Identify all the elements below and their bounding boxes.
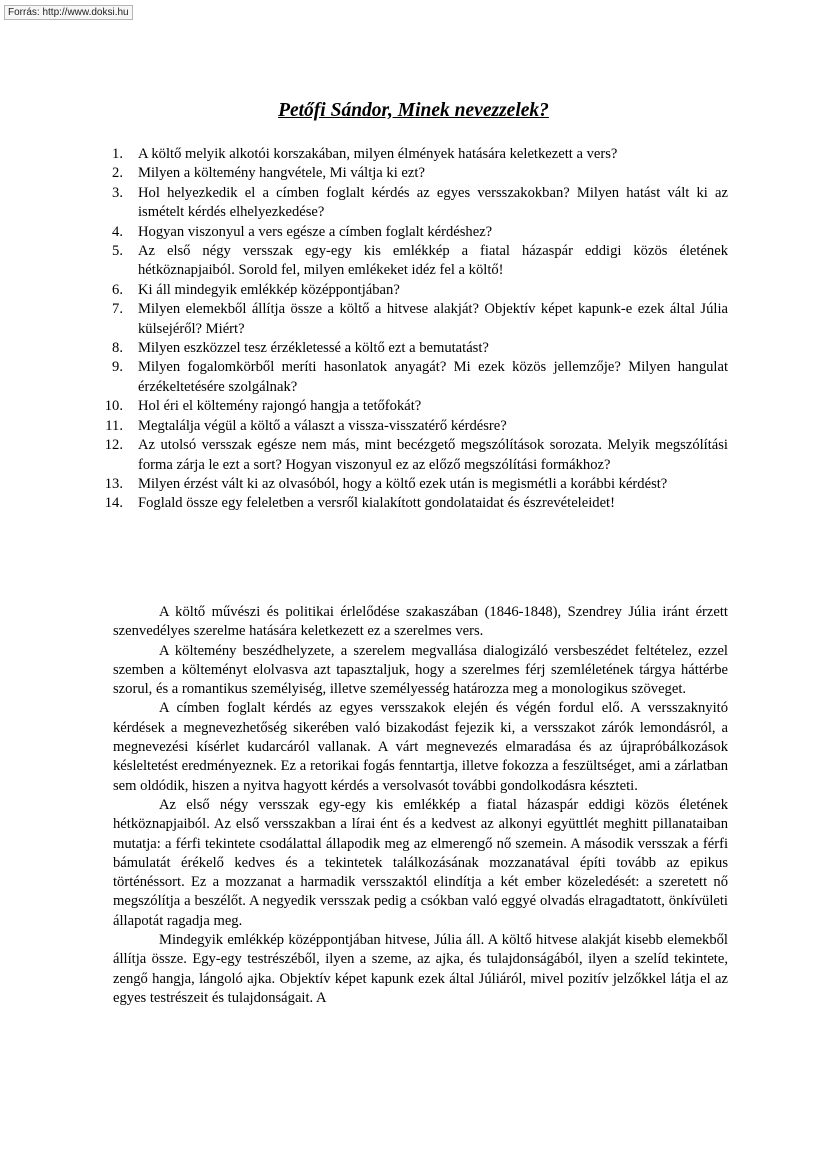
item-number: 8.	[112, 340, 123, 357]
item-number: 4.	[112, 223, 123, 240]
list-item	[100, 339, 728, 358]
list-item	[100, 223, 728, 242]
list-item	[100, 281, 728, 300]
item-number: 3.	[112, 184, 123, 201]
question-list	[100, 145, 728, 514]
item-number: 10.	[104, 398, 123, 415]
item-number: 2.	[112, 165, 123, 182]
list-item	[100, 145, 728, 164]
item-number: 7.	[112, 301, 123, 318]
item-text: Milyen a költemény hangvétele, Mi váltja ki ezt?	[138, 165, 425, 182]
list-item	[100, 242, 728, 281]
essay-body	[113, 603, 728, 1008]
item-number: 1.	[112, 146, 123, 162]
item-text: Milyen elemekből állítja össze a költő a hitvese alakját? Objektív képet kapunk-e ezek által Júlia külsejéről? Miért?	[138, 301, 728, 337]
item-text: Az utolsó versszak egésze nem más, mint becézgető megszólítások sorozata. Melyik megszólítási forma zárja le ezt a sort? Hogyan viszonyul ez az előző megszólítási formákhoz?	[138, 437, 728, 473]
list-item	[100, 300, 728, 339]
paragraph: Az első négy versszak egy-egy kis emlékkép a fiatal házaspár eddigi közös életének hétköznapjaiból. Az első versszakban a lírai ént és a kedvest az alkonyi együttlét meghitt pillanataiban mutatja: a férfi tekintete csodálattal állapodik meg az elmerengő nő szemein. A második versszak a férfi bámulatát érékelő kedves és a tekintetek találkozásának mozzanatával építi tovább az epikus történéssort. Ez a mozzanat a harmadik versszaktól elindítja a két ember közeledését: a szeretett nő megszólítja a beszélőt. A negyedik versszak pedig a csókban való eggyé olvadás elragadtatott, önkívületi állapotát ragadja meg.	[113, 796, 728, 929]
list-item	[100, 397, 728, 416]
list-item	[100, 358, 728, 397]
item-text: Az első négy versszak egy-egy kis emlékkép a fiatal házaspár eddigi közös életének hétköznapjaiból. Sorold fel, milyen emlékeket idéz fel a költő!	[138, 243, 728, 279]
item-text: A költő melyik alkotói korszakában, milyen élmények hatására keletkezett a vers?	[138, 146, 618, 162]
paragraph: A költő művészi és politikai érlelődése szakaszában (1846-1848), Szendrey Júlia iránt érzett szenvedélyes szerelme hatására keletkezett ez a szerelmes vers.	[113, 604, 728, 640]
item-text: Hol éri el költemény rajongó hangja a tetőfokát?	[138, 398, 422, 415]
item-text: Hogyan viszonyul a vers egésze a címben foglalt kérdéshez?	[138, 223, 493, 240]
list-item	[100, 184, 728, 223]
list-item	[100, 475, 728, 494]
item-number: 5.	[112, 243, 123, 260]
list-item	[100, 436, 728, 475]
paragraph: A címben foglalt kérdés az egyes versszakok elején és végén fordul elő. A versszaknyitó kérdések a megnevezhetőség sikerében való bizakodást fejezik ki, a versszakot zárók lemondásról, a megnevezési kísérlet kudarcáról vallanak. A várt megnevezés elmaradása és az újrapróbálkozások késleltetést eredményeznek. Ez a retorikai fogás fenntartja, illetve fokozza a feszültséget, ami a zárlatban sem oldódik, hiszen a nyitva hagyott kérdés a versolvasót további gondolkodásra készteti.	[113, 700, 728, 794]
item-number: 13.	[104, 475, 123, 492]
item-number: 14.	[104, 495, 123, 512]
item-text: Megtalálja végül a költő a választ a vissza-visszatérő kérdésre?	[138, 417, 507, 434]
paragraph: Mindegyik emlékkép középpontjában hitvese, Júlia áll. A költő hitvese alakját kisebb elemekből állítja össze. Egy-egy testrészéből, ilyen a szeme, az ajka, és tulajdonságából, ilyen a szelíd tekintete, zengő hangja, lángoló ajka. Objektív képet kapunk ezek által Júliáról, mivel pozitív jelzőkkel látja el az egyes testrészeit és tulajdonságait. A	[113, 932, 728, 1006]
item-text: Foglald össze egy feleletben a versről kialakított gondolataidat és észrevételeidet!	[138, 495, 615, 512]
item-text: Hol helyezkedik el a címben foglalt kérdés az egyes versszakokban? Milyen hatást vált ki az ismételt kérdés elhelyezkedése?	[138, 184, 728, 221]
item-text: Milyen eszközzel tesz érzékletessé a költő ezt a bemutatást?	[138, 340, 489, 357]
item-number: 6.	[112, 281, 123, 298]
item-number: 12.	[104, 437, 123, 454]
item-text: Ki áll mindegyik emlékkép középpontjában?	[138, 281, 400, 298]
list-item	[100, 164, 728, 183]
list-item	[100, 417, 728, 436]
source-label: Forrás: http://www.doksi.hu	[4, 5, 133, 20]
item-number: 9.	[112, 359, 123, 376]
page-title: Petőfi Sándor, Minek nevezzelek?	[278, 100, 549, 121]
item-number: 11.	[105, 417, 123, 434]
paragraph: A költemény beszédhelyzete, a szerelem megvallása dialogizáló versbeszédet feltételez, ezzel szemben a költeményt elolvasva azt tapasztaljuk, hogy a szerelmes férj szemléletének tárgya háttérbe szorul, és a romantikus személyiség, illetve személyesség határozza meg a monologikus szöveget.	[113, 642, 728, 698]
item-text: Milyen érzést vált ki az olvasóból, hogy a költő ezek után is megismétli a korábbi kérdést?	[138, 475, 668, 492]
list-item	[100, 494, 728, 513]
item-text: Milyen fogalomkörből meríti hasonlatok anyagát? Mi ezek közös jellemzője? Milyen hangulat érzékeltetésére szolgálnak?	[138, 359, 728, 395]
